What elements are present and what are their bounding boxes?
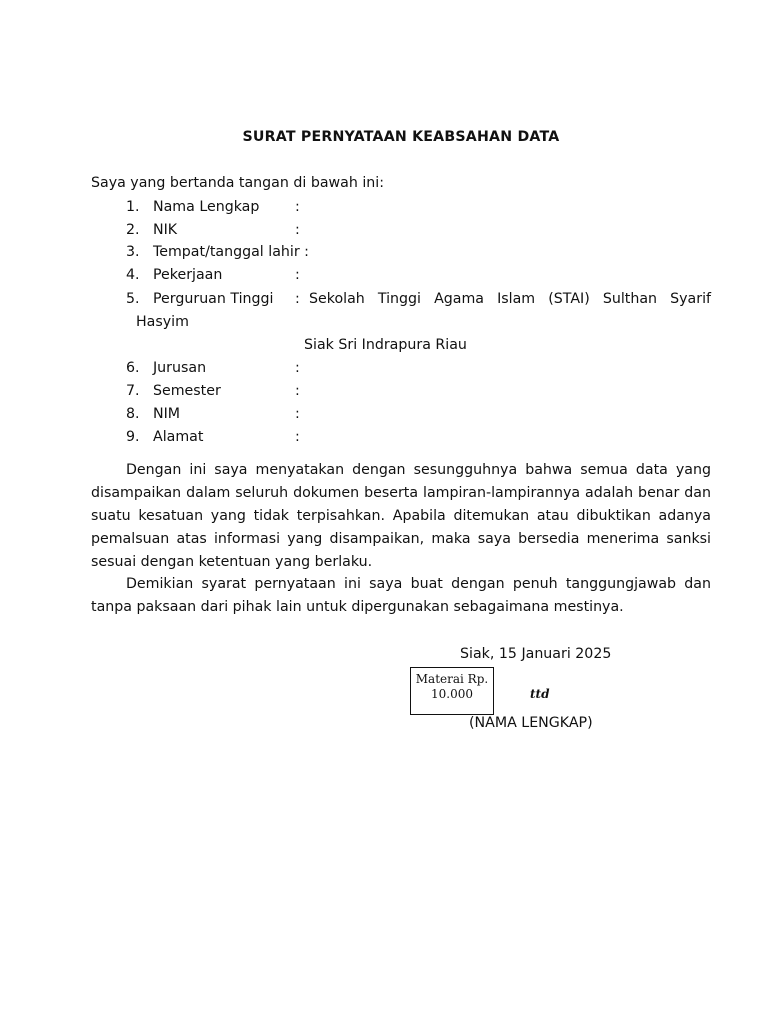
statement-paragraph: Dengan ini saya menyatakan dengan sesungguhnya bahwa semua data yang disampaikan dalam seluruh dokumen beserta lampiran-lampirannya adalah benar dan suatu kesatuan yang tidak terpisahkan. Apabila ditemukan atau dibuktikan adanya pemalsuan atas informasi yang disampaikan, maka saya bersedia menerima sanksi sesuai dengan ketentuan yang berlaku. [91, 462, 711, 570]
field-number: 1. [126, 199, 140, 215]
field-colon: : [295, 222, 300, 238]
field-colon: : [295, 291, 300, 307]
closing-paragraph: Demikian syarat pernyataan ini saya buat dengan penuh tanggungjawab dan tanpa paksaan dari pihak lain untuk dipergunakan sebagaimana mestinya. [91, 576, 711, 615]
field-label: Semester [153, 383, 221, 399]
field-number: 7. [126, 383, 140, 399]
intro-text: Saya yang bertanda tangan di bawah ini: [91, 175, 384, 191]
field-colon: : [295, 267, 300, 283]
place-date: Siak, 15 Januari 2025 [460, 646, 612, 662]
field-label: NIK [153, 222, 178, 238]
field-label: Nama Lengkap [153, 199, 260, 215]
stamp-box [410, 667, 494, 715]
field-label: Tempat/tanggal lahir : [153, 244, 309, 260]
document-title: SURAT PERNYATAAN KEABSAHAN DATA [242, 129, 560, 145]
field-colon: : [295, 199, 300, 215]
field-colon: : [295, 429, 300, 445]
field-number: 5. [126, 291, 140, 307]
field-label: NIM [153, 406, 181, 422]
field-value-continuation: Hasyim [136, 314, 189, 330]
field-value: Sekolah Tinggi Agama Islam (STAI) Sulthan Syarif [309, 291, 711, 307]
field-label: Alamat [153, 429, 204, 445]
field-value-continuation: Siak Sri Indrapura Riau [304, 337, 467, 353]
field-label: Jurusan [153, 360, 207, 376]
field-number: 3. [126, 244, 140, 260]
field-label: Perguruan Tinggi [153, 291, 274, 307]
stamp-amount: 10.000 [431, 687, 473, 701]
field-number: 4. [126, 267, 140, 283]
field-number: 9. [126, 429, 140, 445]
signer-name: (NAMA LENGKAP) [469, 715, 593, 731]
field-number: 6. [126, 360, 140, 376]
field-label: Pekerjaan [153, 267, 223, 283]
field-colon: : [295, 383, 300, 399]
field-number: 2. [126, 222, 140, 238]
field-colon: : [295, 360, 300, 376]
field-number: 8. [126, 406, 140, 422]
signature-mark: ttd [530, 687, 550, 701]
field-colon: : [295, 406, 300, 422]
stamp-label: Materai Rp. [415, 672, 489, 686]
